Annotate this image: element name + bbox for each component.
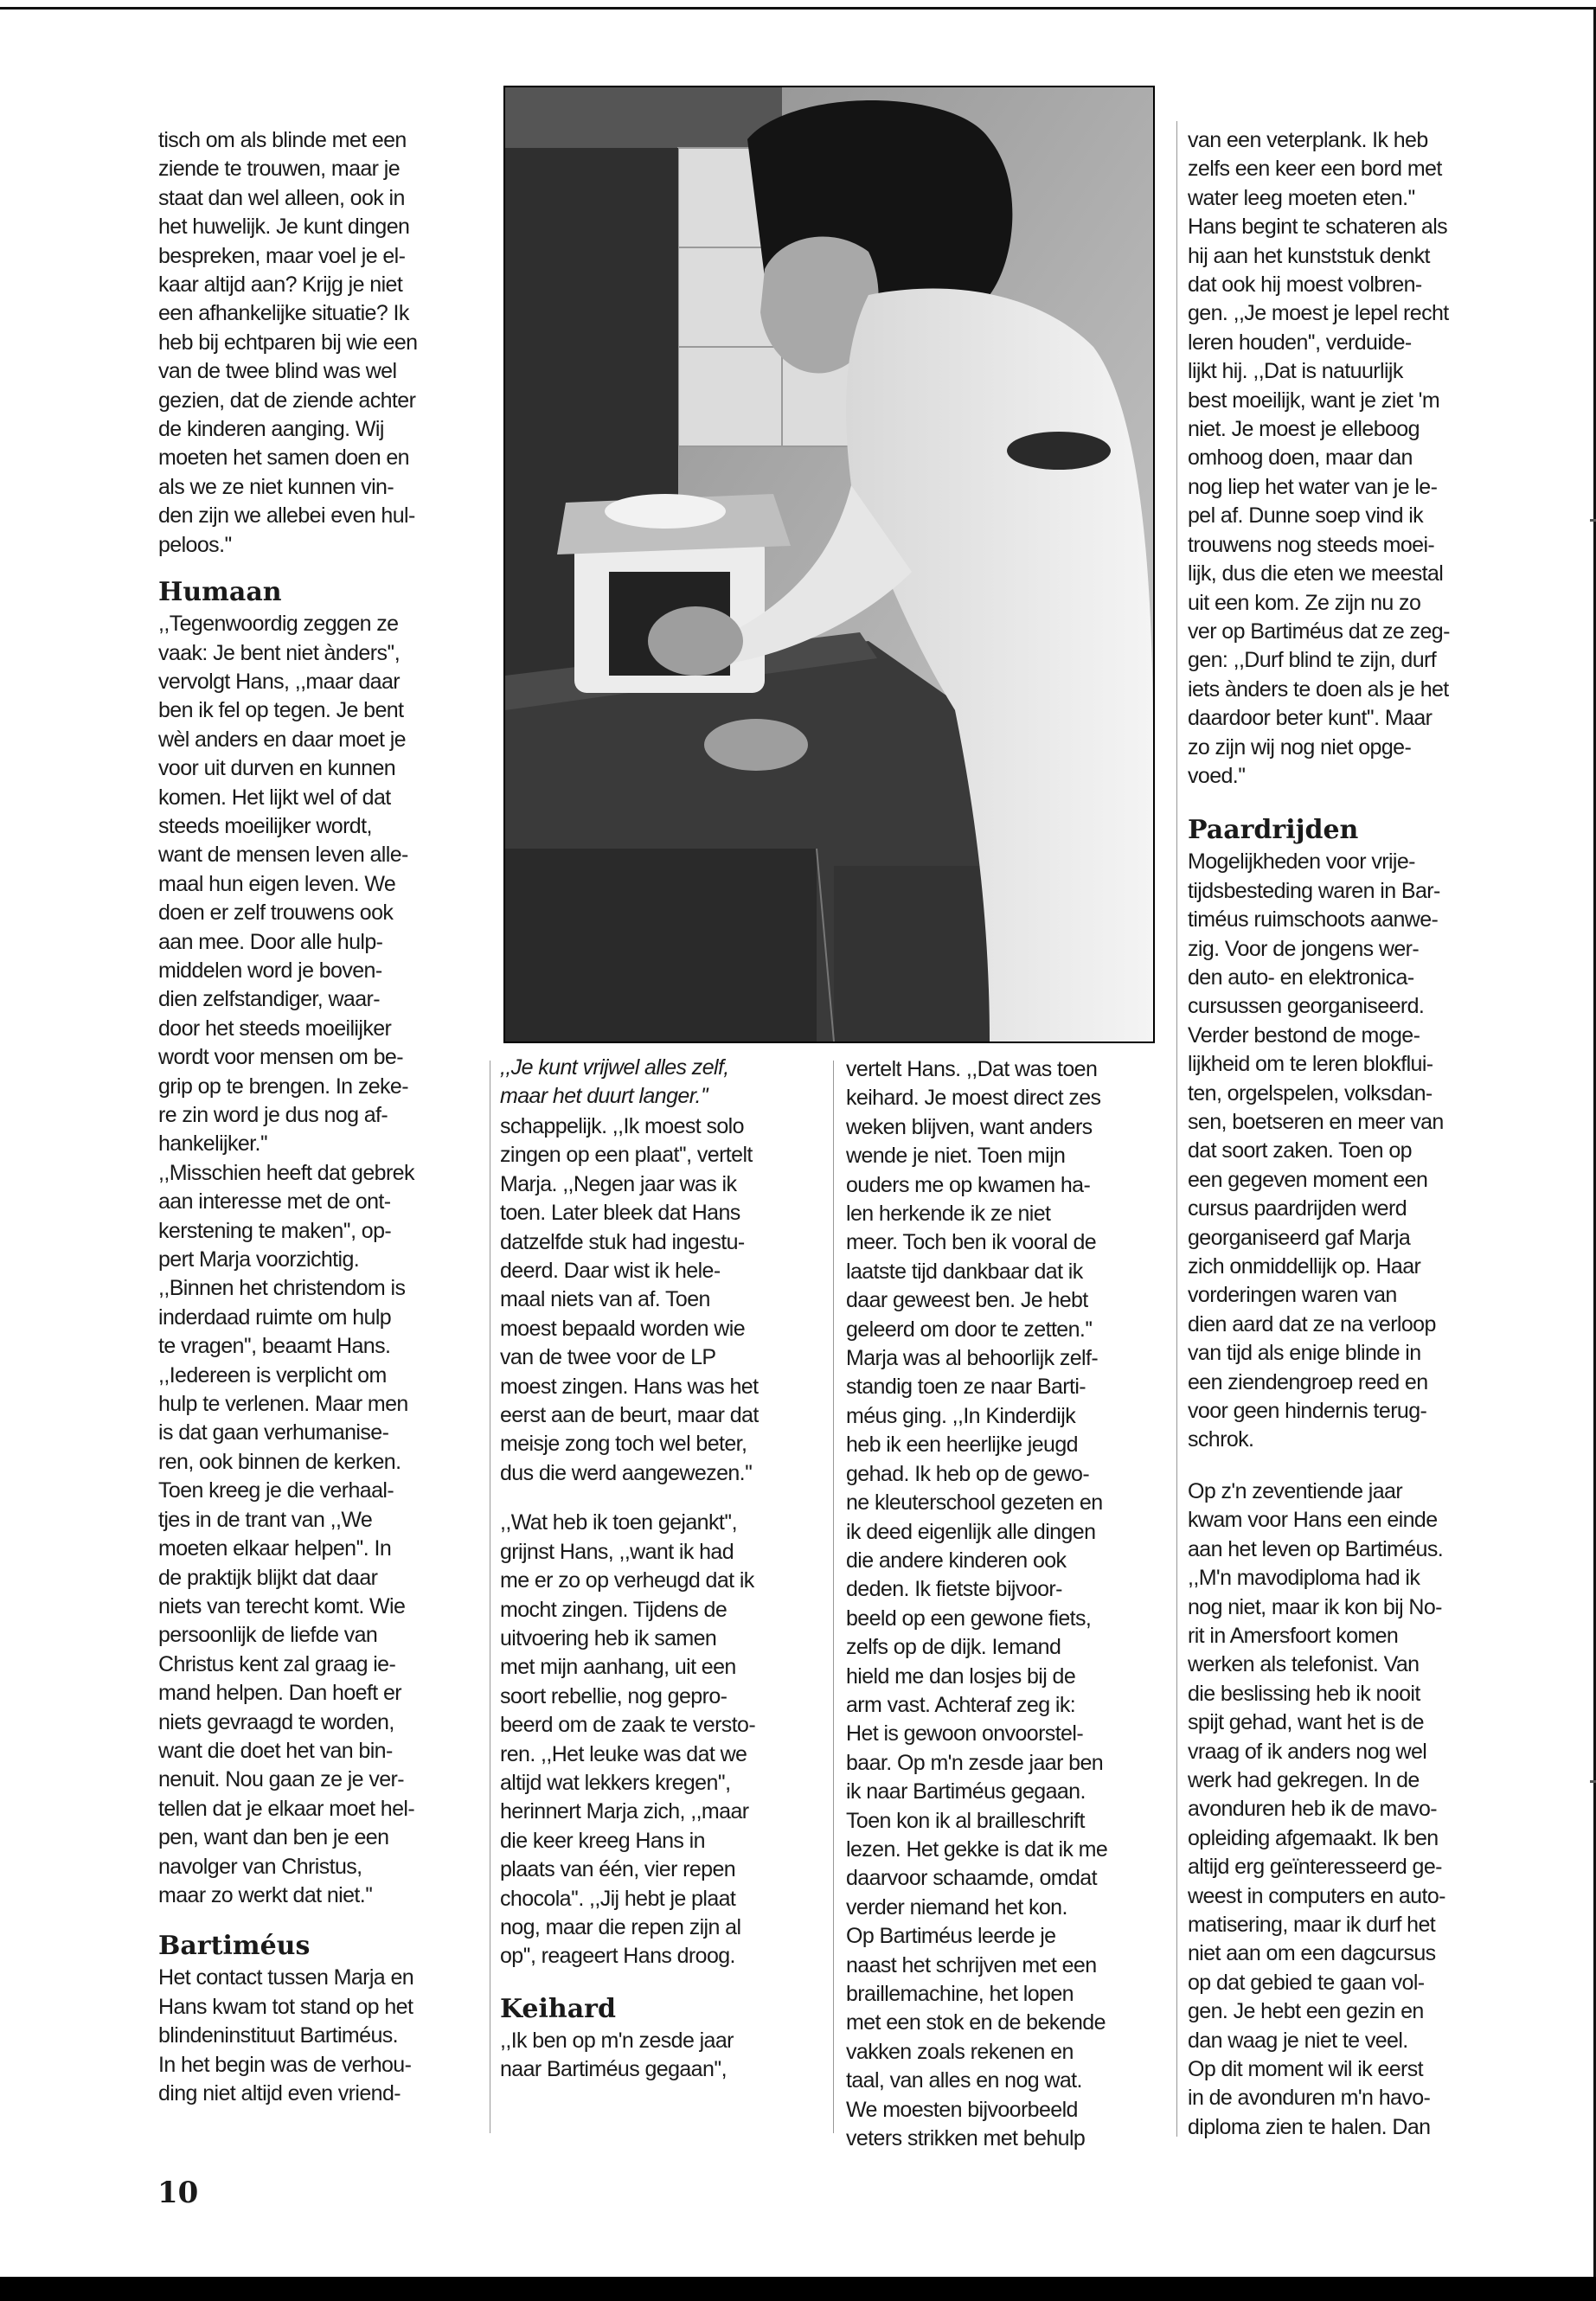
paragraph: ,,Tegenwoordig zeggen ze vaak: Je bent niet ànders'', vervolgt Hans, ,,maar daar ben ik fel op tegen. Je bent wèl anders en daar moet je voor uit durven en kunnen komen. Het lijkt wel of dat steeds moeilijker wordt, want de mensen leven alle- maal hun eigen leven. We doen er zelf trouwens ook aan mee. Door alle hulp- middelen word je boven- dien zelfstandiger, waar- door het steeds moeilijker wordt voor mensen om be- grip op te brengen. In zeke- re zin word je dus nog af- hankelijker.'' ,,Misschien heeft dat gebrek aan interesse met de ont- kerstening te maken'', op- pert Marja voorzichtig. ,,Binnen het christendom is inderdaad ruimte om hulp te vragen'', beaamt Hans. ,,Iedereen is verplicht om hulp te verlenen. Maar men is dat gaan verhumanise- ren, ook binnen de kerken. Toen kreeg je die verhaal- tjes in de trant van ,,We moeten elkaar helpen''. In de praktijk blijkt dat daar niets van terecht komt. Wie persoonlijk de liefde van Christus kent zal graag ie- mand helpen. Dan hoeft er niets gevraagd te worden, want die doet het van bin- nenuit. Nou gaan ze je ver- tellen dat je elkaar moet hel- pen, want dan ben je een navolger van Christus, maar zo werkt dat niet.'' bbox=[158, 612, 415, 1907]
paragraph: Mogelijkheden voor vrije- tijdsbesteding waren in Bar- timéus ruimschoots aanwe- zig. Voor de jongens wer- den auto- en elektronica- cursussen georganiseerd. Verder bestond de moge- lijkheid om te leren blokflui- ten, orgelspelen, volksdan- sen, boetseren en meer van dat soort zaken. Toen op een gegeven moment een cursus paardrijden werd georganiseerd gaf Marja zich onmiddellijk op. Haar vorderingen waren van dien aard dat ze na verloop van tijd als enige blinde in een ziendengroep reed en voor geen hindernis terug- schrok. bbox=[1188, 849, 1444, 1452]
paragraph: schappelijk. ,,Ik moest solo zingen op een plaat'', vertelt Marja. ,,Negen jaar was ik toen. Later bleek dat Hans datzelfde stuk had ingestu- deerd. Daar wist ik hele- maal niets van af. Toen moest bepaald worden wie van de twee voor de LP moest zingen. Hans was het eerst aan de beurt, maar dat meisje zong toch wel beter, dus die werd aangewezen.'' bbox=[500, 1114, 759, 1485]
photo-caption bbox=[500, 1054, 820, 1111]
column-rule bbox=[1176, 121, 1177, 2137]
article-column-2 bbox=[500, 1112, 820, 2085]
paragraph: ,,Ik ben op m'n zesde jaar naar Bartiméus gegaan'', bbox=[500, 2028, 734, 2082]
paragraph: ,,Wat heb ik toen gejankt'', grijnst Hans, ,,want ik had me er zo op verheugd dat ik mocht zingen. Tijdens de uitvoering heb ik samen met mijn aanhang, uit een soort rebellie, nog gepro- beerd om de zaak te versto- ren. ,,Het leuke was dat we altijd wat lekkers kregen'', herinnert Marja zich, ,,maar die keer kreeg Hans in plaats van één, vier repen chocola''. ,,Jij hebt je plaat nog, maar die repen zijn al op'', reageert Hans droog. bbox=[500, 1510, 756, 1969]
kitchen-photo bbox=[503, 86, 1155, 1043]
page-number: 10 bbox=[157, 2176, 199, 2210]
section-heading-bartimeus: Bartiméus bbox=[158, 1931, 311, 1962]
article-column-3 bbox=[846, 1055, 1166, 2153]
paragraph: Op z'n zeventiende jaar kwam voor Hans een einde aan het leven op Bartiméus. ,,M'n mavodiploma had ik nog niet, maar ik kon bij No- rit in Amersfoort komen werken als telefonist. Van die beslissing heb ik nooit spijt gehad, want het is de vraag of ik anders nog wel werk had gekregen. In de avonduren heb ik de mavo- opleiding afgemaakt. Ik ben altijd erg geïnteresseerd ge- weest in computers en auto- matisering, maar ik durf het niet aan om een dagcursus op dat gebied te gaan vol- gen. Je hebt een gezin en dan waag je niet te veel. Op dit moment wil ik eerst in de avonduren m'n havo- diploma zien te halen. Dan bbox=[1188, 1478, 1445, 2139]
article-column-4 bbox=[1188, 126, 1508, 2142]
paragraph: tisch om als blinde met een ziende te trouwen, maar je staat dan wel alleen, ook in het huwelijk. Je kunt dingen bespreken, maar voel je el- kaar altijd aan? Krijg je niet een afhankelijke situatie? Ik heb bij echtparen bij wie een van de twee blind was wel gezien, dat de ziende achter de kinderen aanging. Wij moeten het samen doen en als we ze niet kunnen vin- den zijn we allebei even hul- peloos.'' bbox=[158, 128, 418, 557]
margin-mark bbox=[1590, 519, 1596, 522]
top-border bbox=[0, 7, 1596, 10]
paragraph: van een veterplank. Ik heb zelfs een keer een bord met water leeg moeten eten.'' Hans begint te schateren als hij aan het kunststuk denkt dat ook hij moest volbren- gen. ,,Je moest je lepel recht leren houden'', verduide- lijkt hij. ,,Dat is natuurlijk best moeilijk, want je ziet 'm niet. Je moest je elleboog omhoog doen, maar dan nog liep het water van je le- pel af. Dunne soep vind ik trouwens nog steeds moei- lijk, dus die eten we meestal uit een kom. Ze zijn nu zo ver op Bartiméus dat ze zeg- gen: ,,Durf blind te zijn, durf iets ànders te doen als je het daardoor beter kunt''. Maar zo zijn wij nog niet opge- voed.'' bbox=[1188, 128, 1450, 788]
kitchen-photo-icon bbox=[505, 87, 1153, 1042]
margin-mark bbox=[1590, 1780, 1596, 1783]
section-heading-paardrijden: Paardrijden bbox=[1188, 815, 1359, 846]
section-heading-humaan: Humaan bbox=[158, 577, 282, 608]
caption-text: ,,Je kunt vrijwel alles zelf, maar het duurt langer.'' bbox=[500, 1055, 729, 1108]
paragraph: Het contact tussen Marja en Hans kwam tot stand op het blindeninstituut Bartiméus. In het begin was de verhou- ding niet altijd even vriend- bbox=[158, 1965, 414, 2106]
column-rule bbox=[833, 1061, 834, 2133]
paragraph: vertelt Hans. ,,Dat was toen keihard. Je moest direct zes weken blijven, want anders wende je niet. Toen mijn ouders me op kwamen ha- len herkende ik ze niet meer. Toch ben ik vooral de laatste tijd dankbaar dat ik daar geweest ben. Je hebt geleerd om door te zetten.'' Marja was al behoorlijk zelf- standig toen ze naar Barti- méus ging. ,,In Kinderdijk heb ik een heerlijke jeugd gehad. Ik heb op de gewo- ne kleuterschool gezeten en ik deed eigenlijk alle dingen die andere kinderen ook deden. Ik fietste bijvoor- beeld op een gewone fiets, zelfs op de dijk. Iemand hield me dan losjes bij de arm vast. Achteraf zeg ik: Het is gewoon onvoorstel- baar. Op m'n zesde jaar ben ik naar Bartiméus gegaan. Toen kon ik al brailleschrift lezen. Het gekke is dat ik me daarvoor schaamde, omdat verder niemand het kon. Op Bartiméus leerde je naast het schrijven met een braillemachine, het lopen met een stok en de bekende vakken zoals rekenen en taal, van alles en nog wat. We moesten bijvoorbeeld veters strikken met behulp bbox=[846, 1057, 1108, 2151]
section-heading-keihard: Keihard bbox=[500, 1993, 616, 2024]
article-column-1 bbox=[158, 126, 478, 2108]
bottom-scan-border bbox=[0, 2277, 1596, 2301]
